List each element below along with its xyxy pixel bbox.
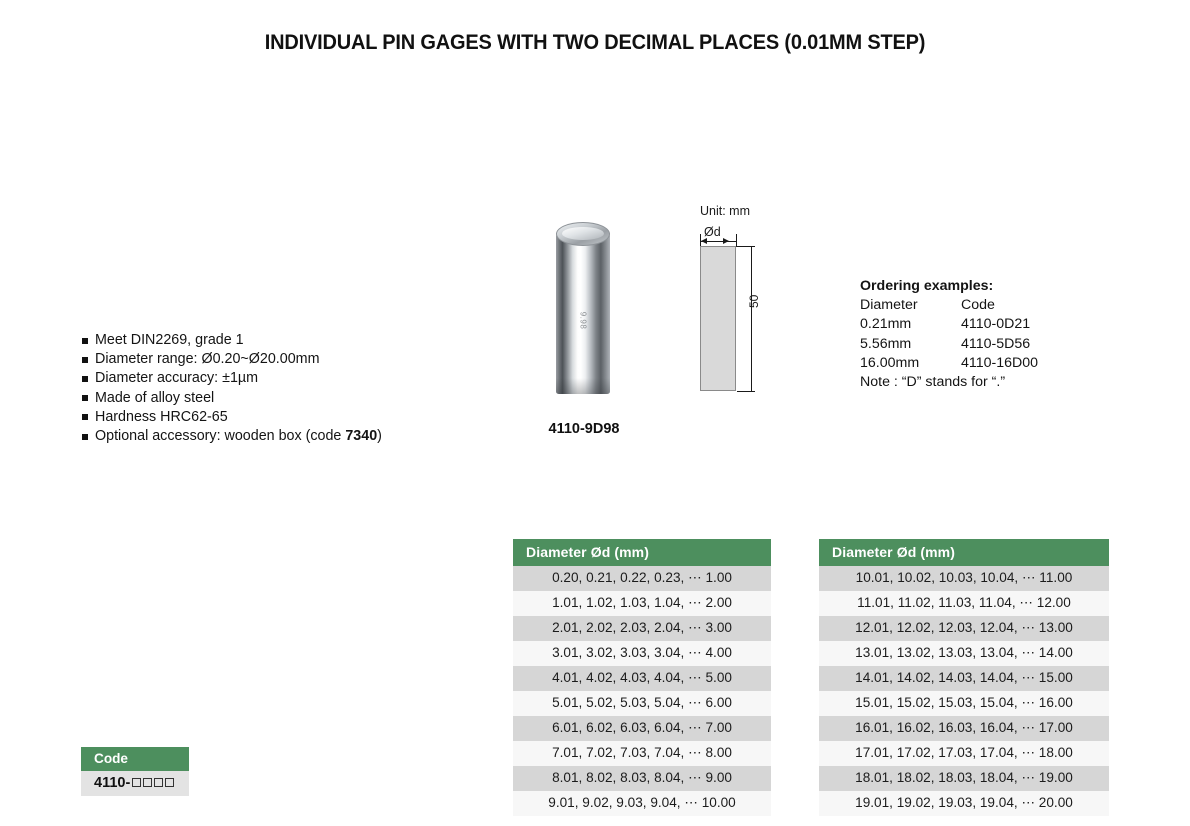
ordering-code-value: 4110-16D00 — [961, 354, 1039, 371]
diameter-range-cell: 15.01, 15.02, 15.03, 15.04, ⋯ 16.00 — [819, 691, 1109, 716]
pin-engraving: 9.98 — [578, 311, 588, 330]
code-placeholder-box — [143, 778, 152, 787]
feature-item-label: Meet DIN2269, grade 1 — [95, 332, 244, 348]
optional-accessory-code: 7340 — [345, 428, 378, 445]
pin-shaft — [556, 234, 610, 394]
dim-height-tick-bottom — [737, 391, 755, 392]
code-placeholder-box — [165, 778, 174, 787]
diameter-range-cell: 14.01, 14.02, 14.03, 14.04, ⋯ 15.00 — [819, 666, 1109, 691]
feature-item-label: Diameter accuracy: ±1µm — [95, 370, 259, 387]
diameter-range-cell: 2.01, 2.02, 2.03, 2.04, ⋯ 3.00 — [513, 616, 771, 641]
table-row — [513, 666, 771, 691]
ordering-diameter-value: 5.56mm — [860, 335, 912, 352]
ordering-diameter-value: 16.00mm — [860, 354, 920, 371]
table-row — [513, 716, 771, 741]
dim-width-arrow-right — [723, 238, 729, 244]
code-box — [81, 747, 189, 796]
table-row — [819, 591, 1109, 616]
table-row — [819, 691, 1109, 716]
page-title: INDIVIDUAL PIN GAGES WITH TWO DECIMAL PLACES (0.01MM STEP) — [264, 30, 926, 54]
diameter-range-cell: 3.01, 3.02, 3.03, 3.04, ⋯ 4.00 — [513, 641, 771, 666]
bullet-square-icon — [82, 414, 88, 420]
dim-height-line — [751, 246, 752, 391]
table-row — [819, 616, 1109, 641]
code-box-value — [81, 771, 189, 796]
feature-list — [82, 331, 482, 446]
table-row — [819, 666, 1109, 691]
ordering-diameter-value: 0.21mm — [860, 316, 912, 333]
feature-item — [82, 408, 482, 427]
code-box-header: Code — [81, 747, 189, 771]
dim-height-tick-top — [737, 246, 755, 247]
diameter-range-cell: 1.01, 1.02, 1.03, 1.04, ⋯ 2.00 — [513, 591, 771, 616]
diameter-range-cell: 5.01, 5.02, 5.03, 5.04, ⋯ 6.00 — [513, 691, 771, 716]
feature-item-label — [95, 427, 382, 446]
table-right-header: Diameter Ød (mm) — [819, 539, 1109, 566]
table-row — [513, 741, 771, 766]
table-row — [513, 616, 771, 641]
optional-prefix: Optional accessory: wooden box (code — [95, 428, 346, 445]
table-header-row — [513, 539, 771, 566]
drawing-unit-label: Unit: mm — [700, 204, 750, 218]
product-part-number: 4110-9D98 — [548, 421, 620, 437]
table-row — [513, 566, 771, 591]
bullet-square-icon — [82, 376, 88, 382]
table-row — [819, 791, 1109, 816]
bullet-square-icon — [82, 434, 88, 440]
table-left-header: Diameter Ød (mm) — [513, 539, 771, 566]
optional-suffix: ) — [377, 428, 382, 445]
ordering-column-headers — [860, 296, 1038, 315]
diameter-range-cell: 4.01, 4.02, 4.03, 4.04, ⋯ 5.00 — [513, 666, 771, 691]
feature-item-label: Diameter range: Ø0.20~Ø20.00mm — [95, 351, 320, 368]
code-placeholder-box — [154, 778, 163, 787]
table-row — [513, 691, 771, 716]
table-row — [513, 766, 771, 791]
feature-item — [82, 331, 482, 350]
table-row — [513, 641, 771, 666]
diameter-range-cell: 9.01, 9.02, 9.03, 9.04, ⋯ 10.00 — [513, 791, 771, 816]
bullet-square-icon — [82, 395, 88, 401]
feature-item — [82, 350, 482, 369]
table-row — [513, 791, 771, 816]
diameter-range-cell: 17.01, 17.02, 17.03, 17.04, ⋯ 18.00 — [819, 741, 1109, 766]
table-header-row — [819, 539, 1109, 566]
table-row — [819, 741, 1109, 766]
pin-top-face-inner — [562, 227, 604, 240]
diameter-table-left — [513, 539, 771, 816]
table-row — [819, 716, 1109, 741]
bullet-square-icon — [82, 338, 88, 344]
feature-item-label: Hardness HRC62-65 — [95, 408, 228, 425]
ordering-example-row — [860, 354, 1038, 373]
diameter-range-cell: 18.01, 18.02, 18.03, 18.04, ⋯ 19.00 — [819, 766, 1109, 791]
diameter-range-cell: 6.01, 6.02, 6.03, 6.04, ⋯ 7.00 — [513, 716, 771, 741]
feature-item — [82, 389, 482, 408]
ordering-header-code: Code — [961, 297, 995, 314]
ordering-note: Note : “D” stands for “.” — [860, 374, 1006, 391]
diameter-range-cell: 0.20, 0.21, 0.22, 0.23, ⋯ 1.00 — [513, 566, 771, 591]
drawing-diameter-label: Ød — [704, 225, 721, 239]
diameter-range-cell: 16.01, 16.02, 16.03, 16.04, ⋯ 17.00 — [819, 716, 1109, 741]
diameter-range-cell: 19.01, 19.02, 19.03, 19.04, ⋯ 20.00 — [819, 791, 1109, 816]
diameter-range-cell: 11.01, 11.02, 11.03, 11.04, ⋯ 12.00 — [819, 591, 1109, 616]
dim-width-arrow-left — [701, 238, 707, 244]
table-row — [819, 766, 1109, 791]
pin-gage-photo — [556, 222, 610, 394]
table-row — [819, 566, 1109, 591]
diameter-range-cell: 7.01, 7.02, 7.03, 7.04, ⋯ 8.00 — [513, 741, 771, 766]
pin-top-face — [556, 222, 610, 246]
drawing-body-rect — [700, 246, 736, 391]
ordering-example-row — [860, 335, 1038, 354]
ordering-header-diameter: Diameter — [860, 297, 918, 314]
bullet-square-icon — [82, 357, 88, 363]
ordering-code-value: 4110-0D21 — [961, 316, 1031, 333]
table-row — [513, 591, 771, 616]
dimension-drawing — [694, 222, 770, 392]
diameter-range-cell: 12.01, 12.02, 12.03, 12.04, ⋯ 13.00 — [819, 616, 1109, 641]
table-row — [819, 641, 1109, 666]
ordering-example-row — [860, 315, 1038, 334]
code-placeholder-box — [132, 778, 141, 787]
diameter-range-cell: 13.01, 13.02, 13.03, 13.04, ⋯ 14.00 — [819, 641, 1109, 666]
code-prefix: 4110- — [94, 775, 131, 791]
ordering-code-value: 4110-5D56 — [961, 335, 1031, 352]
feature-item — [82, 369, 482, 388]
feature-item-optional-accessory — [82, 427, 482, 446]
code-placeholder-group — [130, 775, 174, 791]
ordering-examples — [860, 277, 1038, 392]
diameter-range-cell: 8.01, 8.02, 8.03, 8.04, ⋯ 9.00 — [513, 766, 771, 791]
diameter-range-cell: 10.01, 10.02, 10.03, 10.04, ⋯ 11.00 — [819, 566, 1109, 591]
feature-item-label: Made of alloy steel — [95, 389, 215, 406]
ordering-heading: Ordering examples: — [860, 278, 994, 294]
drawing-length-label: 50 — [747, 294, 761, 308]
diameter-table-right — [819, 539, 1109, 816]
